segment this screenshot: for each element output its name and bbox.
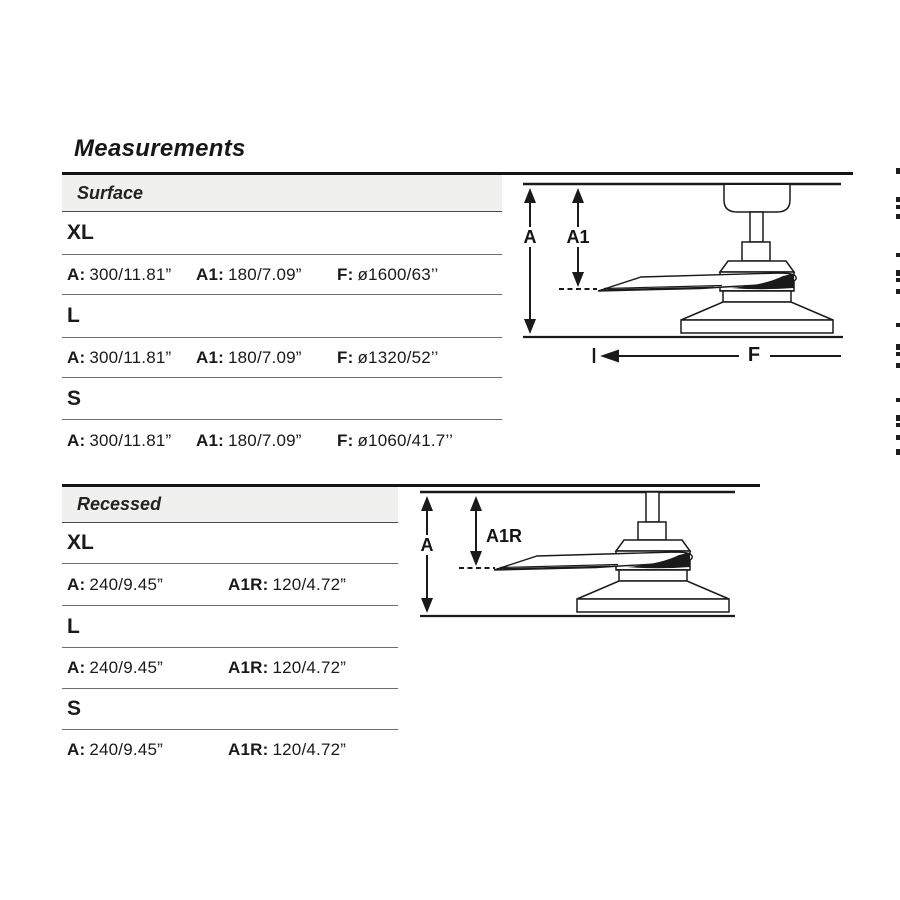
- dim-value: 180/7.09”: [228, 264, 302, 284]
- dim-value: 120/4.72”: [272, 658, 347, 677]
- dim-key: A:: [67, 347, 86, 367]
- recessed-table: [62, 487, 398, 770]
- dim-key: F:: [337, 430, 354, 450]
- dim-key: A:: [67, 740, 86, 759]
- surface-dim-A-arrow: [524, 188, 536, 334]
- dim-cell: [228, 740, 346, 760]
- dim-cell: [337, 431, 453, 451]
- surface-dim-A1-label: A1: [560, 227, 596, 247]
- dim-value: 180/7.09”: [228, 430, 302, 450]
- dim-key: A1:: [196, 264, 224, 284]
- dim-key: A:: [67, 264, 86, 284]
- dim-key: A1R:: [228, 574, 269, 594]
- dim-key: A1:: [196, 347, 224, 367]
- dim-cell: [67, 658, 163, 678]
- dim-value: ø1320/52’’: [357, 347, 439, 367]
- dim-key: A:: [67, 430, 86, 450]
- dim-value: 120/4.72”: [272, 574, 347, 594]
- table-row: [62, 730, 398, 770]
- dim-key: A1:: [196, 430, 224, 450]
- recessed-dim-A-label: A: [415, 535, 439, 555]
- dim-cell: [228, 658, 346, 678]
- dim-value: 240/9.45”: [89, 740, 163, 759]
- recessed-dim-A1R-label: A1R: [486, 526, 534, 546]
- size-label: L: [67, 304, 80, 327]
- dim-value: 300/11.81”: [89, 264, 172, 284]
- surface-header-label: Surface: [77, 182, 144, 203]
- dim-value: 300/11.81”: [89, 430, 172, 450]
- dim-value: ø1060/41.7’’: [357, 430, 454, 450]
- table-row: [62, 338, 502, 378]
- dim-cell: [196, 265, 302, 285]
- dim-key: F:: [337, 264, 354, 284]
- dim-value: ø1600/63’’: [357, 264, 439, 284]
- size-row: [62, 378, 502, 420]
- surface-table-header: [62, 175, 502, 212]
- size-label: S: [67, 697, 82, 720]
- dim-value: 180/7.09”: [228, 347, 302, 367]
- size-row: [62, 689, 398, 730]
- size-row: [62, 523, 398, 564]
- dim-cell: [67, 431, 171, 451]
- table-row: [62, 564, 398, 606]
- recessed-header-label: Recessed: [77, 494, 162, 514]
- dim-cell: [196, 431, 302, 451]
- recessed-table-header: [62, 487, 398, 523]
- size-row: [62, 295, 502, 338]
- dim-cell: [67, 575, 163, 595]
- dim-key: A:: [67, 658, 86, 677]
- dim-cell: [67, 348, 171, 368]
- dim-key: A:: [67, 574, 86, 594]
- dim-cell: [228, 575, 346, 595]
- table-row: [62, 255, 502, 295]
- dim-value: 300/11.81”: [89, 347, 172, 367]
- dim-value: 240/9.45”: [89, 658, 163, 677]
- size-label: XL: [67, 531, 94, 554]
- surface-table: [62, 175, 502, 461]
- dim-cell: [337, 348, 439, 368]
- surface-dim-F-label: F: [739, 345, 769, 365]
- recessed-fan-diagram: [420, 492, 735, 616]
- size-label: S: [67, 386, 82, 410]
- dim-value: 240/9.45”: [89, 574, 163, 594]
- dim-key: F:: [337, 347, 354, 367]
- surface-dim-A-label: A: [518, 227, 542, 247]
- surface-fan-diagram: [523, 184, 843, 363]
- surface-dim-F-arrow: [594, 348, 841, 363]
- dim-cell: [337, 265, 439, 285]
- page-title: Measurements: [74, 135, 246, 162]
- dim-key: A1R:: [228, 740, 269, 759]
- dim-cell: [67, 740, 163, 760]
- size-row: [62, 606, 398, 648]
- dim-value: 120/4.72”: [272, 740, 347, 759]
- dim-cell: [67, 265, 171, 285]
- size-label: L: [67, 614, 80, 638]
- recessed-dim-A1R-arrow: [470, 496, 482, 566]
- size-label: XL: [67, 221, 94, 244]
- dim-cell: [196, 348, 302, 368]
- table-row: [62, 648, 398, 689]
- dim-key: A1R:: [228, 658, 269, 677]
- table-row: [62, 420, 502, 461]
- size-row: [62, 212, 502, 255]
